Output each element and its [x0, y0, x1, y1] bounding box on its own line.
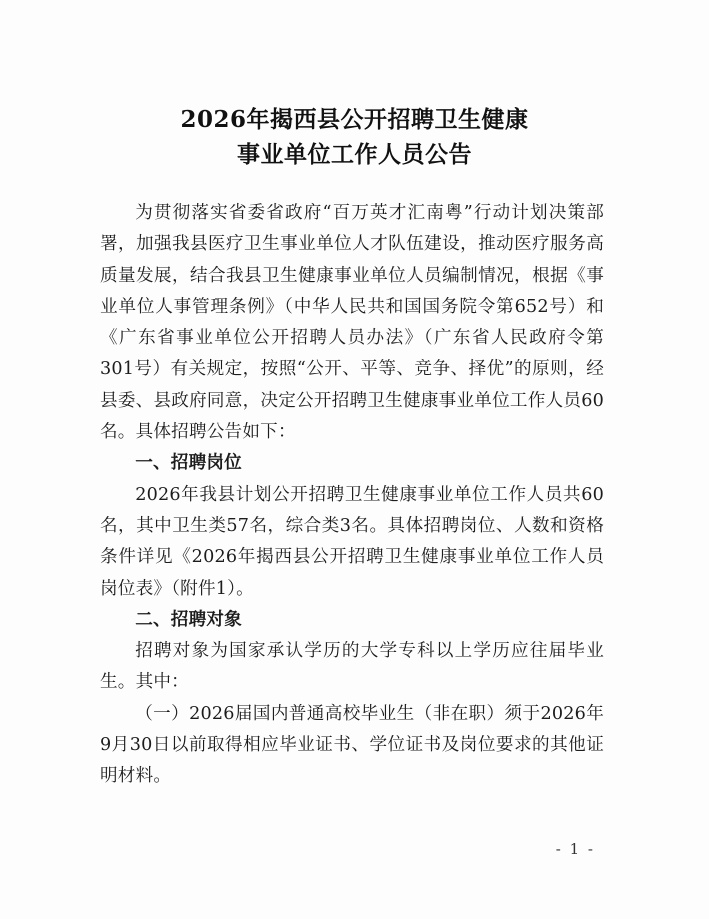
- document-title-line1: 2026年揭西县公开招聘卫生健康: [180, 106, 529, 133]
- intro-paragraph: 为贯彻落实省委省政府“百万英才汇南粤”行动计划决策部署，加强我县医疗卫生事业单位人才队伍建设，推动医疗服务高质量发展，结合我县卫生健康事业单位人员编制情况，根据《事业单位人事管理条例》（中华人民共和国国务院令第652号）和《广东省事业单位公开招聘人员办法》（广东省人民政府令第301号）有关规定，按照“公开、平等、竞争、择优”的原则，经县委、县政府同意，决定公开招聘卫生健康事业单位工作人员60名。具体招聘公告如下：: [100, 203, 604, 443]
- document-title-line2: 事业单位工作人员公告: [237, 141, 472, 168]
- graduates-paragraph: （一）2026届国内普通高校毕业生（非在职）须于2026年9月30日以前取得相应毕业证书、学位证书及岗位要求的其他证明材料。: [100, 703, 604, 787]
- section-heading-candidates: 二、招聘对象: [135, 609, 242, 630]
- candidates-paragraph: 招聘对象为国家承认学历的大学专科以上学历应往届毕业生。其中：: [100, 641, 604, 693]
- page-number: - 1 -: [555, 840, 595, 858]
- document-body: [100, 198, 604, 793]
- positions-paragraph: 2026年我县计划公开招聘卫生健康事业单位工作人员共60名，其中卫生类57名，综合类3名。具体招聘岗位、人数和资格条件详见《2026年揭西县公开招聘卫生健康事业单位工作人员岗位表》（附件1）。: [100, 484, 604, 599]
- section-heading-positions: 一、招聘岗位: [135, 453, 242, 474]
